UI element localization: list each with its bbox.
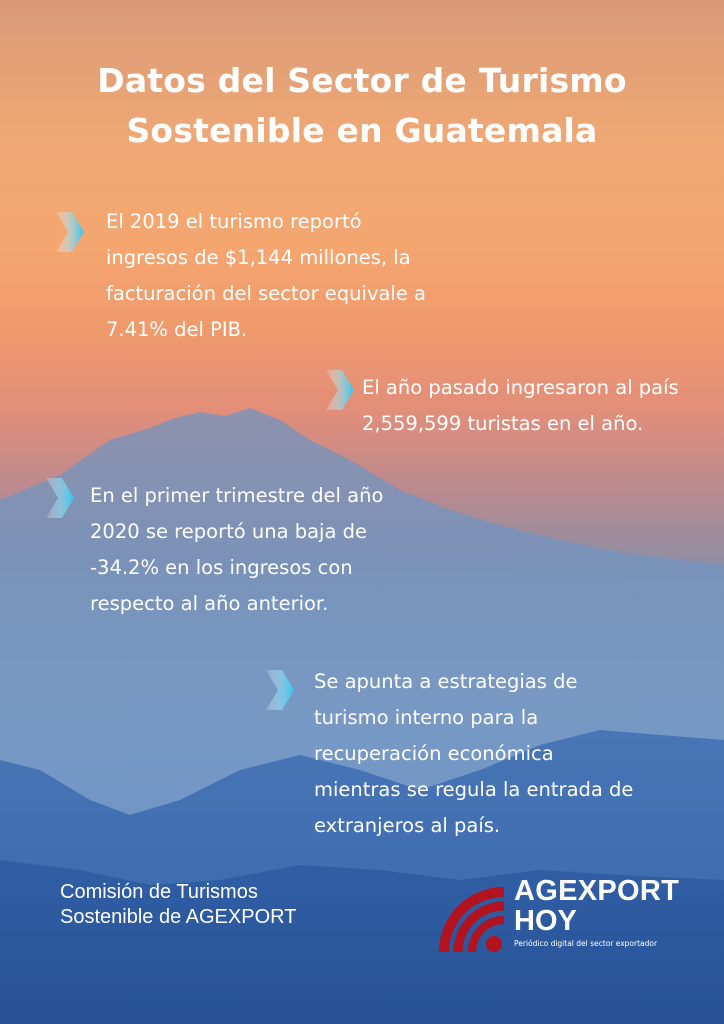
footer-line-1: Comisión de Turismos <box>60 881 258 903</box>
chevron-right-icon <box>52 210 86 254</box>
fact-line: 7.41% del PIB. <box>106 318 248 341</box>
logo-tagline: Periódico digital del sector exportador <box>514 939 658 948</box>
title-line-2: Sostenible en Guatemala <box>126 111 598 150</box>
footer-commission-credit <box>60 880 296 930</box>
fact-line: respecto al año anterior. <box>90 592 329 615</box>
fact-line: mientras se regula la entrada de <box>314 778 634 801</box>
fact-line: turismo interno para la <box>314 706 539 729</box>
fact-line: El año pasado ingresaron al país <box>362 376 679 399</box>
fact-line: El 2019 el turismo reportó <box>106 210 362 233</box>
agexport-hoy-logo <box>436 876 696 956</box>
chevron-right-icon <box>262 668 296 712</box>
fact-line: Se apunta a estrategias de <box>314 670 578 693</box>
fact-line: 2020 se reportó una baja de <box>90 520 367 543</box>
fact-q1-2020-decline <box>90 478 383 622</box>
fact-internal-tourism-strategy <box>314 664 633 844</box>
fact-line: En el primer trimestre del año <box>90 484 384 507</box>
chevron-right-icon <box>322 368 356 412</box>
page-title <box>0 56 724 156</box>
fact-line: -34.2% en los ingresos con <box>90 556 353 579</box>
fact-line: facturación del sector equivale a <box>106 282 426 305</box>
fact-tourist-arrivals <box>362 370 679 442</box>
fact-line: recuperación económica <box>314 742 554 765</box>
fact-line: ingresos de $1,144 millones, la <box>106 246 411 269</box>
chevron-right-icon <box>42 476 76 520</box>
fact-tourism-revenue <box>106 204 426 348</box>
wifi-signal-logo-icon <box>436 882 512 958</box>
title-line-1: Datos del Sector de Turismo <box>97 61 627 100</box>
fact-line: 2,559,599 turistas en el año. <box>362 412 644 435</box>
footer-line-2: Sostenible de AGEXPORT <box>60 906 297 928</box>
logo-name-line-2: HOY <box>514 905 577 937</box>
logo-name-line-1: AGEXPORT <box>514 875 680 907</box>
fact-line: extranjeros al país. <box>314 814 501 837</box>
